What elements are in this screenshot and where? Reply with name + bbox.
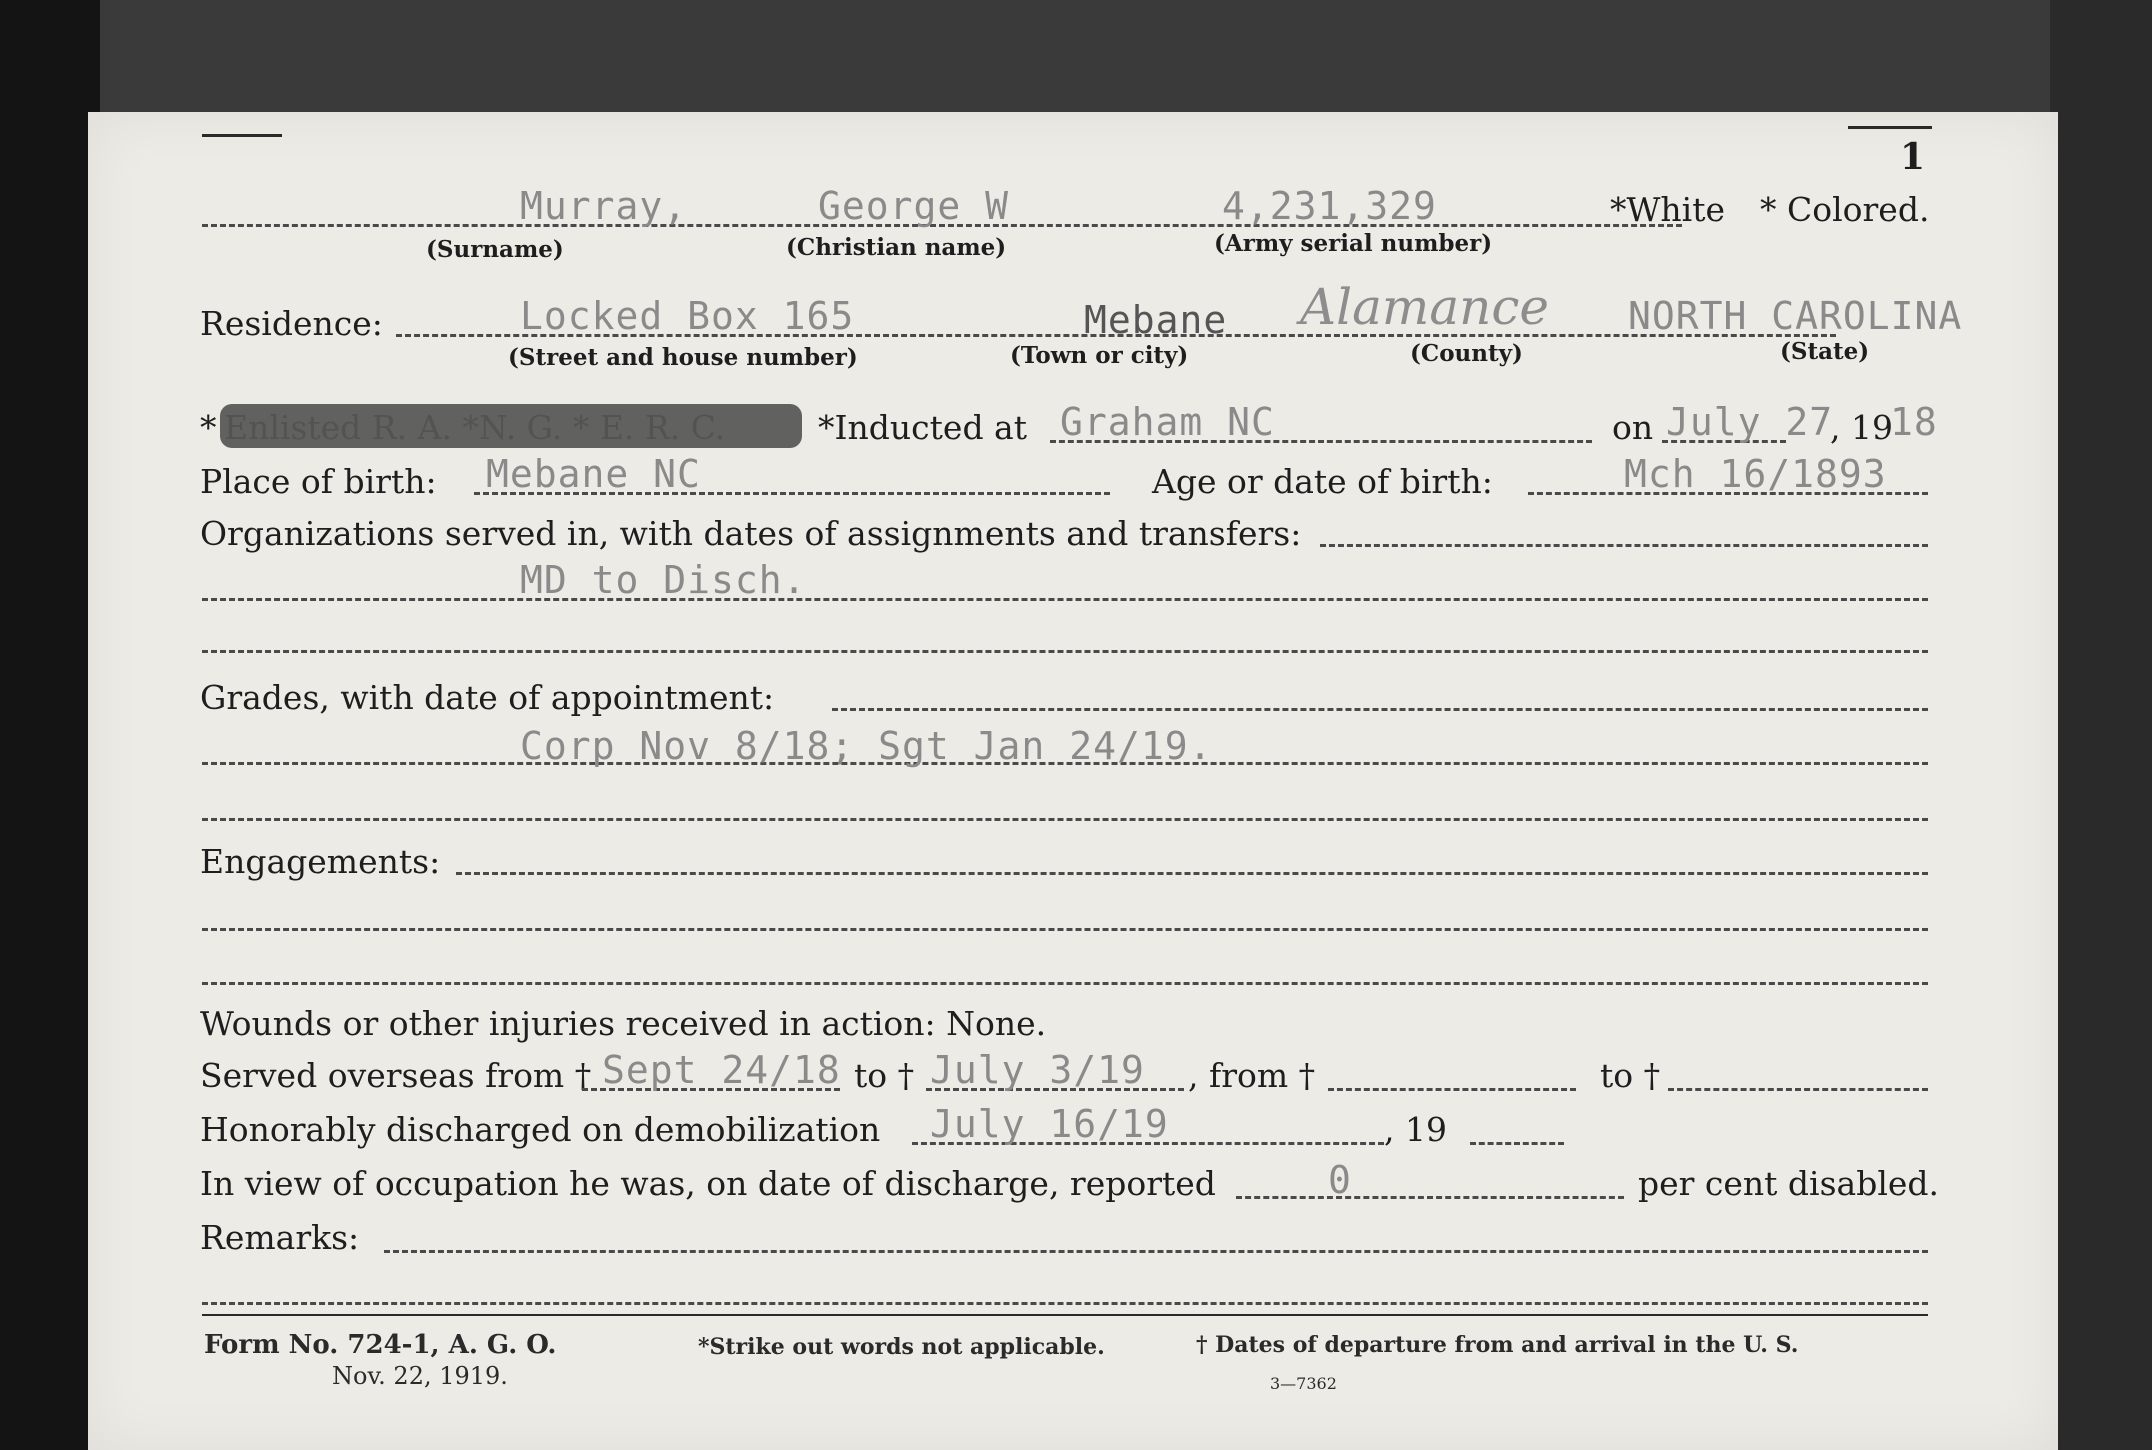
disability-value: 0 [1328, 1158, 1352, 1202]
grades-line-1 [832, 708, 1928, 711]
birth-date-value: Mch 16/1893 [1624, 452, 1887, 496]
overseas-from2-label: , from † [1188, 1056, 1316, 1095]
card-number: 1 [1900, 136, 1926, 178]
engagements-line-2 [202, 928, 1928, 931]
disability-line [1236, 1196, 1624, 1199]
inducted-on-label: on [1612, 408, 1654, 447]
birth-place-label: Place of birth: [200, 462, 437, 501]
enlisted-redaction [220, 404, 802, 448]
grades-line-3 [202, 818, 1928, 821]
discharge-date-value: July 16/19 [930, 1102, 1169, 1146]
engagements-label: Engagements: [200, 842, 441, 881]
state-caption: (State) [1780, 338, 1870, 365]
discharge-label: Honorably discharged on demobilization [200, 1110, 881, 1149]
state-value: NORTH CAROLINA [1628, 294, 1963, 338]
surname-value: Murray, [520, 184, 688, 228]
town-caption: (Town or city) [1010, 342, 1189, 369]
serial-value: 4,231,329 [1222, 184, 1437, 228]
race-colored: * Colored. [1760, 190, 1930, 229]
top-left-rule [202, 134, 282, 137]
top-right-rule [1848, 126, 1932, 129]
organizations-value: MD to Disch. [520, 558, 807, 602]
background-right [2050, 0, 2152, 1450]
overseas-to-label: to † [854, 1056, 915, 1095]
remarks-line-2 [202, 1302, 1928, 1305]
engagements-line-3 [202, 982, 1928, 985]
discharge-year-label: , 19 [1384, 1110, 1447, 1149]
disability-suffix: per cent disabled. [1638, 1164, 1940, 1203]
enlisted-asterisk: * [200, 408, 217, 447]
town-value: Mebane [1084, 298, 1228, 342]
overseas-from2-line [1328, 1088, 1576, 1091]
residence-label: Residence: [200, 304, 383, 343]
county-caption: (County) [1410, 340, 1523, 367]
organizations-label: Organizations served in, with dates of assignments and transfers: [200, 514, 1302, 553]
serial-caption: (Army serial number) [1214, 230, 1493, 257]
form-number: Form No. 724-1, A. G. O. [204, 1330, 557, 1360]
grades-label: Grades, with date of appointment: [200, 678, 775, 717]
disability-label: In view of occupation he was, on date of discharge, reported [200, 1164, 1216, 1203]
county-value: Alamance [1300, 278, 1549, 336]
christian-caption: (Christian name) [786, 234, 1007, 261]
strike-note: *Strike out words not applicable. [698, 1334, 1105, 1360]
inducted-year-prefix: , 19 [1830, 408, 1893, 447]
dates-note: † Dates of departure from and arrival in the U. S. [1196, 1332, 1799, 1358]
remarks-label: Remarks: [200, 1218, 360, 1257]
organizations-line-3 [202, 650, 1928, 653]
discharge-year-line [1470, 1142, 1564, 1145]
overseas-to2-line [1668, 1088, 1928, 1091]
race-white: *White [1610, 190, 1726, 229]
overseas-to2-label: to † [1600, 1056, 1661, 1095]
street-caption: (Street and house number) [508, 344, 858, 371]
remarks-line-1 [384, 1250, 1928, 1253]
overseas-to-value: July 3/19 [930, 1048, 1145, 1092]
christian-name-value: George W [818, 184, 1010, 228]
surname-caption: (Surname) [426, 236, 564, 263]
overseas-from-value: Sept 24/18 [602, 1048, 841, 1092]
form-code: 3—7362 [1270, 1374, 1337, 1393]
inducted-place-value: Graham NC [1060, 400, 1275, 444]
engagements-line-1 [456, 872, 1928, 875]
street-value: Locked Box 165 [520, 294, 855, 338]
birth-date-label: Age or date of birth: [1152, 462, 1493, 501]
overseas-label: Served overseas from † [200, 1056, 592, 1095]
wounds-label: Wounds or other injuries received in action: None. [200, 1004, 1047, 1043]
service-record-card [88, 112, 2058, 1450]
footer-rule [202, 1314, 1928, 1316]
grades-value: Corp Nov 8/18; Sgt Jan 24/19. [520, 724, 1213, 768]
organizations-line-2 [202, 598, 1928, 601]
inducted-date-value: July 27 [1666, 400, 1834, 444]
form-date: Nov. 22, 1919. [332, 1362, 508, 1390]
organizations-line-1 [1320, 544, 1928, 547]
inducted-year-suffix: 18 [1890, 400, 1938, 444]
birth-place-value: Mebane NC [486, 452, 701, 496]
inducted-label: *Inducted at [818, 408, 1027, 447]
background-left [0, 0, 100, 1450]
